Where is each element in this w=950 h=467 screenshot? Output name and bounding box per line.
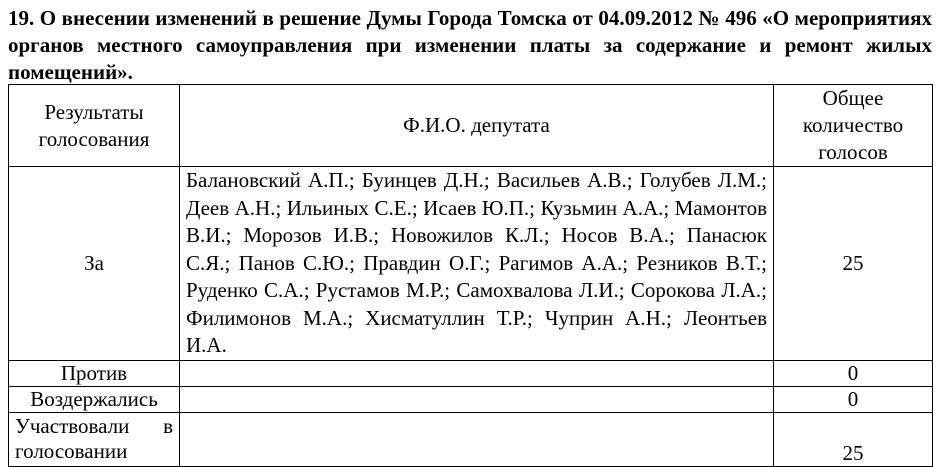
deputies-for-list: Балановский А.П.; Буинцев Д.Н.; Васильев А.В.; Голубев Л.М.; Деев А.Н.; Ильиных С.Е.; Исаев Ю.П.; Кузьмин А.А.; Мамонтов В.И.; Морозов И.В.; Новожилов К.Л.; Носов В.А.; Панасюк С.Я.; Панов С.Ю.; Правдин О.Г.; Рагимов А.А.; Резников В.Т.; Руденко С.А.; Рустамов М.Р.; Самохвалова Л.И.; Сорокова Л.А.; Филимонов М.А.; Хисматуллин Т.Р.; Чуприн А.Н.; Леонтьев И.А. [180, 167, 774, 361]
total-for: 25 [774, 167, 933, 361]
total-against: 0 [774, 360, 933, 386]
voting-results-table [8, 84, 933, 467]
header-voting-results: Результаты голосования [9, 85, 180, 167]
result-against: Против [9, 360, 180, 386]
document-heading: 19. О внесении изменений в решение Думы Города Томска от 04.09.2012 № 496 «О мероприятиях органов местного самоуправления при изменении платы за содержание и ремонт жилых помещений». [8, 6, 932, 84]
table-row-for [9, 167, 933, 361]
header-total-votes: Общее количество голосов [774, 85, 933, 167]
table-row-participated [9, 412, 933, 466]
deputies-participated-list [180, 412, 774, 466]
result-for: За [9, 167, 180, 361]
header-deputy-name: Ф.И.О. депутата [180, 85, 774, 167]
table-header-row [9, 85, 933, 167]
result-participated-line2: голосовании [15, 439, 128, 463]
result-participated-line1: Участвовали в [15, 414, 173, 438]
result-abstained: Воздержались [9, 386, 180, 412]
table-row-abstained [9, 386, 933, 412]
deputies-abstained-list [180, 386, 774, 412]
table-row-against [9, 360, 933, 386]
total-abstained: 0 [774, 386, 933, 412]
total-participated: 25 [774, 412, 933, 466]
deputies-against-list [180, 360, 774, 386]
result-participated [9, 412, 180, 466]
